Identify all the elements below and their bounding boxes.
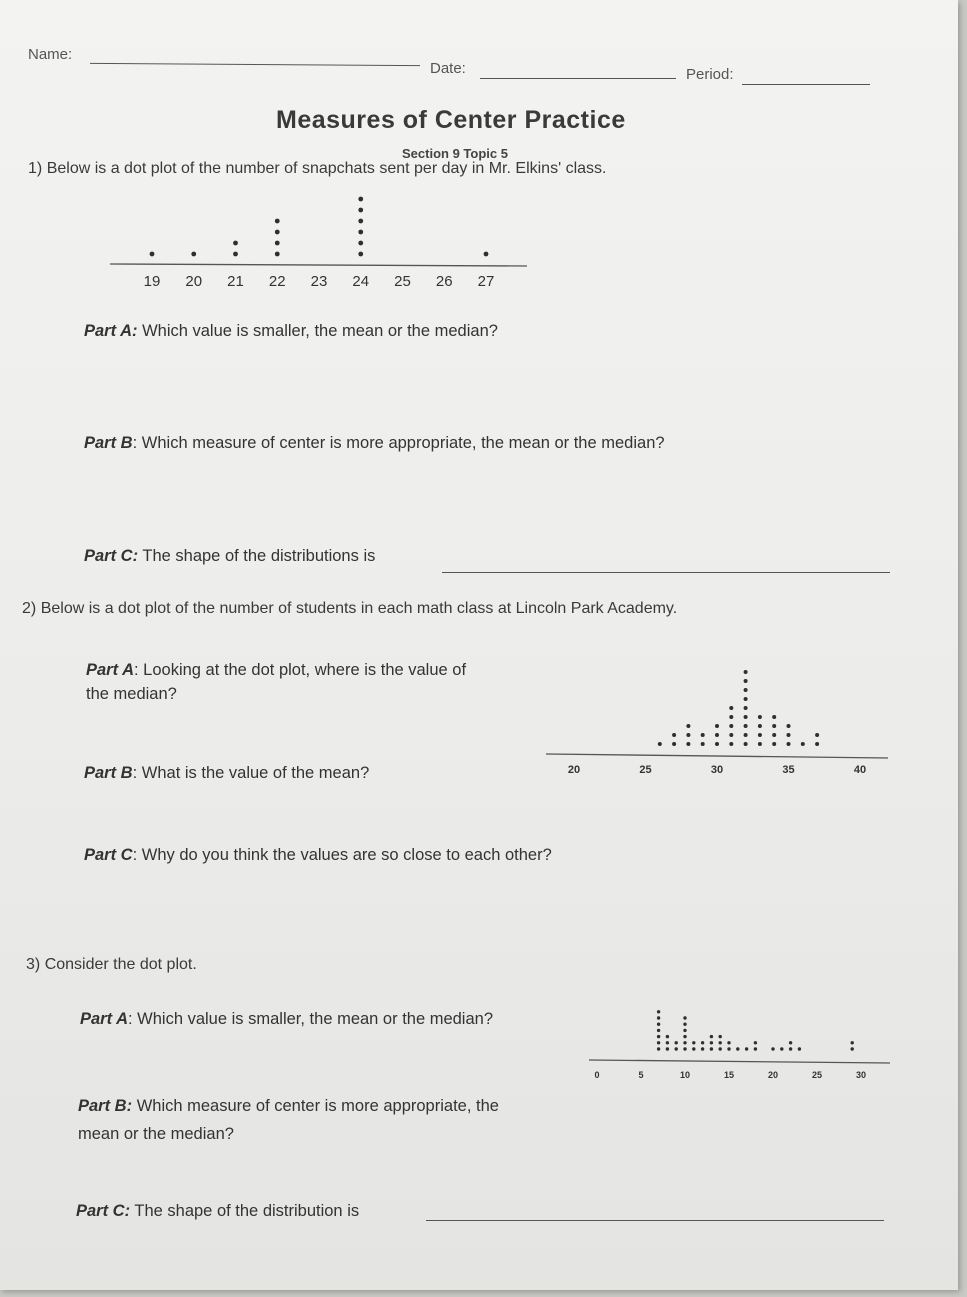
plot2-dot-30-3 — [715, 724, 719, 728]
plot3-dot-11-1 — [692, 1047, 695, 1050]
q3-part-c-text: The shape of the distribution is — [134, 1202, 360, 1220]
plot2-axis-line — [546, 754, 888, 758]
plot3-tick-label-15: 15 — [723, 1070, 735, 1080]
page-title: Measures of Center Practice — [276, 106, 626, 134]
plot3-axis-line — [589, 1060, 890, 1063]
plot3-dot-11-2 — [692, 1041, 695, 1044]
plot2-dot-28-2 — [686, 733, 690, 737]
plot3-dot-16-1 — [736, 1047, 739, 1050]
plot2-dot-31-1 — [729, 742, 733, 746]
q1-part-b-text: : Which measure of center is more appropriate, the mean or the median? — [132, 434, 665, 452]
plot2-dot-31-4 — [729, 715, 733, 719]
plot1-dot-24-5 — [358, 208, 363, 213]
plot3-dot-7-3 — [657, 1035, 660, 1038]
plot1-dot-21-2 — [233, 241, 238, 246]
plot2-dot-30-1 — [715, 742, 719, 746]
q2-prompt — [22, 600, 677, 618]
q2-part-c-text: : Why do you think the values are so close to each other? — [132, 846, 552, 864]
dot-plot-3 — [585, 945, 895, 1085]
plot2-dot-32-5 — [744, 706, 748, 710]
plot1-dot-24-1 — [358, 252, 363, 257]
plot2-dot-32-3 — [744, 724, 748, 728]
q2-part-b-text: : What is the value of the mean? — [132, 764, 370, 782]
plot2-dot-27-2 — [672, 733, 676, 737]
plot3-dot-8-2 — [666, 1041, 669, 1044]
plot2-dot-32-4 — [744, 715, 748, 719]
q2-part-a-text-1: : Looking at the dot plot, where is the value of — [134, 661, 467, 679]
plot3-dot-10-2 — [683, 1041, 686, 1044]
q1-part-a-label: Part A: — [84, 322, 138, 340]
q3-part-c-blank — [426, 1220, 884, 1221]
name-blank — [90, 63, 420, 66]
plot3-dot-22-2 — [789, 1041, 792, 1044]
plot2-tick-label-30: 30 — [710, 764, 724, 776]
plot2-dot-28-3 — [686, 724, 690, 728]
plot1-dot-24-4 — [358, 219, 363, 224]
plot1-tick-label-25: 25 — [394, 273, 411, 290]
plot2-dot-36-1 — [801, 742, 805, 746]
plot2-dot-34-4 — [772, 715, 776, 719]
plot3-dot-7-4 — [657, 1029, 660, 1032]
plot1-tick-label-26: 26 — [435, 273, 453, 290]
plot2-dot-32-9 — [744, 670, 748, 674]
plot2-dot-30-2 — [715, 733, 719, 737]
plot3-dot-13-3 — [710, 1035, 713, 1038]
period-label: Period: — [686, 66, 734, 83]
plot2-dot-37-1 — [815, 742, 819, 746]
plot3-tick-label-10: 10 — [679, 1070, 691, 1080]
q2-part-c — [84, 846, 552, 865]
q3-part-b — [78, 1092, 499, 1148]
q1-number: 1) — [28, 160, 43, 177]
plot3-dot-14-2 — [719, 1041, 722, 1044]
plot2-dot-33-4 — [758, 715, 762, 719]
plot3-tick-label-30: 30 — [855, 1070, 867, 1080]
q3-part-b-label: Part B: — [78, 1097, 133, 1115]
plot1-dot-22-1 — [275, 252, 280, 257]
plot3-dot-20-1 — [771, 1047, 774, 1050]
plot3-dot-7-6 — [657, 1016, 660, 1019]
plot1-dot-22-4 — [275, 219, 280, 224]
q3-part-c-label: Part C: — [76, 1202, 131, 1220]
plot3-dot-14-1 — [719, 1047, 722, 1050]
plot2-tick-label-25: 25 — [639, 764, 652, 776]
plot1-axis-line — [110, 264, 527, 266]
plot1-dot-24-6 — [358, 197, 363, 202]
plot3-dot-10-4 — [683, 1029, 686, 1032]
q1-part-c — [84, 547, 375, 566]
q2-part-c-label: Part C — [84, 846, 133, 864]
q3-part-b-text-1: Which measure of center is more appropriate, the — [136, 1097, 499, 1115]
q1-part-c-label: Part C: — [84, 547, 139, 565]
plot1-tick-label-24: 24 — [352, 273, 370, 290]
q2-part-b — [84, 764, 369, 783]
plot2-dot-32-8 — [744, 679, 748, 683]
plot2-dot-35-3 — [787, 724, 791, 728]
plot3-dot-10-1 — [683, 1047, 686, 1050]
q2-part-b-label: Part B — [84, 764, 133, 782]
plot1-dot-22-3 — [275, 230, 280, 235]
plot3-dot-15-2 — [727, 1041, 730, 1044]
plot1-dot-19-1 — [150, 252, 155, 257]
name-label: Name: — [28, 46, 73, 63]
plot3-dot-10-3 — [683, 1035, 686, 1038]
q1-part-c-blank — [442, 572, 890, 573]
plot2-dot-32-6 — [744, 697, 748, 701]
plot2-dot-34-1 — [772, 742, 776, 746]
date-blank — [480, 78, 676, 79]
q1-prompt — [28, 160, 606, 178]
q1-part-b-label: Part B — [84, 434, 133, 452]
plot1-dot-24-2 — [358, 241, 363, 246]
plot3-dot-9-2 — [675, 1041, 678, 1044]
plot3-dot-7-5 — [657, 1023, 660, 1026]
plot1-dot-21-1 — [233, 252, 238, 257]
plot2-dot-29-1 — [701, 742, 705, 746]
plot3-dot-13-1 — [710, 1047, 713, 1050]
plot3-dot-8-1 — [666, 1047, 669, 1050]
plot3-tick-label-5: 5 — [638, 1070, 644, 1080]
plot2-dot-29-2 — [701, 733, 705, 737]
plot3-dot-14-3 — [719, 1035, 722, 1038]
plot3-dot-29-1 — [851, 1047, 854, 1050]
plot2-tick-label-20: 20 — [567, 764, 581, 776]
plot1-tick-label-20: 20 — [185, 273, 203, 290]
plot2-dot-32-7 — [744, 688, 748, 692]
plot3-dot-12-2 — [701, 1041, 704, 1044]
plot3-dot-7-7 — [657, 1010, 660, 1013]
dot-plot-1 — [105, 188, 535, 303]
plot3-dot-22-1 — [789, 1047, 792, 1050]
plot2-dot-34-2 — [772, 733, 776, 737]
plot3-dot-7-1 — [657, 1047, 660, 1050]
plot3-dot-8-3 — [666, 1035, 669, 1038]
q3-part-a-label: Part A — [80, 1010, 128, 1028]
q3-part-a — [80, 1010, 493, 1029]
plot3-dot-10-5 — [683, 1023, 686, 1026]
plot2-dot-35-2 — [787, 733, 791, 737]
q1-part-c-text: The shape of the distributions is — [142, 547, 376, 565]
plot2-dot-34-3 — [772, 724, 776, 728]
plot2-tick-label-35: 35 — [782, 764, 795, 776]
q3-prompt — [26, 956, 197, 974]
plot3-dot-21-1 — [780, 1047, 783, 1050]
plot2-dot-32-1 — [744, 742, 748, 746]
plot3-dot-15-1 — [727, 1047, 730, 1050]
plot3-dot-23-1 — [798, 1047, 801, 1050]
plot3-dot-13-2 — [710, 1041, 713, 1044]
plot2-dot-28-1 — [686, 742, 690, 746]
plot2-dot-33-2 — [758, 733, 762, 737]
q3-text: Consider the dot plot. — [44, 956, 197, 973]
plot3-dot-17-1 — [745, 1047, 748, 1050]
page-subtitle: Section 9 Topic 5 — [402, 146, 508, 161]
plot3-dot-7-2 — [657, 1041, 660, 1044]
plot3-tick-label-20: 20 — [767, 1070, 779, 1080]
q2-part-a-text-2: the median? — [86, 685, 177, 703]
plot3-tick-label-0: 0 — [594, 1070, 600, 1080]
plot2-dot-31-2 — [729, 733, 733, 737]
plot2-dot-32-2 — [744, 733, 748, 737]
plot3-dot-18-2 — [754, 1041, 757, 1044]
plot3-dot-12-1 — [701, 1047, 704, 1050]
q3-number: 3) — [26, 956, 41, 973]
plot2-tick-label-40: 40 — [853, 764, 867, 776]
plot3-dot-18-1 — [754, 1047, 757, 1050]
plot1-dot-22-2 — [275, 241, 280, 246]
q2-text: Below is a dot plot of the number of students in each math class at Lincoln Park Academy. — [40, 600, 678, 617]
plot2-dot-26-1 — [658, 742, 662, 746]
q2-part-a-label: Part A — [86, 661, 134, 679]
q1-part-a-text: Which value is smaller, the mean or the median? — [142, 322, 498, 340]
plot3-dot-29-2 — [851, 1041, 854, 1044]
q3-part-a-text: : Which value is smaller, the mean or the median? — [128, 1010, 494, 1028]
plot1-tick-label-23: 23 — [310, 273, 328, 290]
period-blank — [742, 84, 870, 85]
plot2-dot-35-1 — [787, 742, 791, 746]
plot1-tick-label-22: 22 — [268, 273, 286, 290]
date-label: Date: — [430, 60, 466, 77]
plot2-dot-31-3 — [729, 724, 733, 728]
q2-number: 2) — [22, 600, 37, 617]
q1-text: Below is a dot plot of the number of snapchats sent per day in Mr. Elkins' class. — [46, 160, 607, 177]
plot2-dot-27-1 — [672, 742, 676, 746]
dot-plot-2 — [540, 630, 895, 785]
q1-part-a — [84, 322, 498, 341]
plot3-tick-label-25: 25 — [811, 1070, 823, 1080]
plot2-dot-33-1 — [758, 742, 762, 746]
plot1-dot-20-1 — [191, 252, 196, 257]
plot1-dot-27-1 — [484, 252, 489, 257]
q2-part-a — [86, 658, 466, 706]
plot1-tick-label-27: 27 — [477, 273, 495, 290]
plot1-tick-label-19: 19 — [143, 273, 161, 290]
plot1-dot-24-3 — [358, 230, 363, 235]
plot3-dot-10-6 — [683, 1016, 686, 1019]
plot2-dot-33-3 — [758, 724, 762, 728]
plot2-dot-37-2 — [815, 733, 819, 737]
q3-part-b-text-2: mean or the median? — [78, 1125, 234, 1143]
plot2-dot-31-5 — [729, 706, 733, 710]
q1-part-b — [84, 434, 665, 453]
plot1-tick-label-21: 21 — [227, 273, 244, 290]
plot3-dot-9-1 — [675, 1047, 678, 1050]
q3-part-c — [76, 1202, 359, 1221]
